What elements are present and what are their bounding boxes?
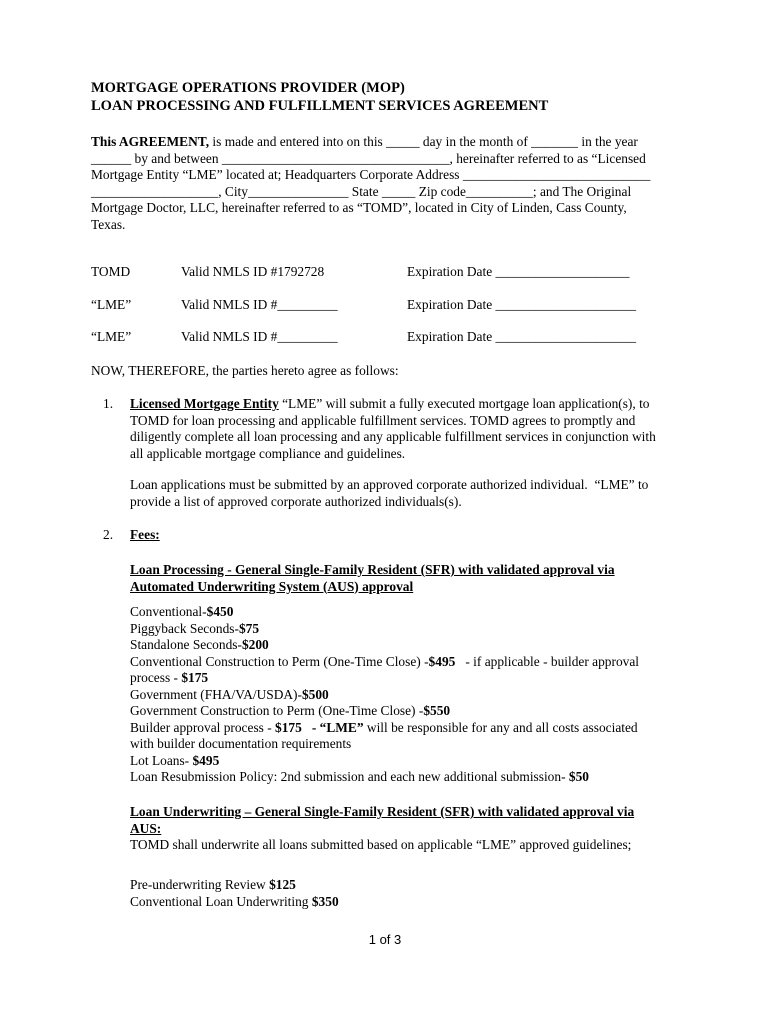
fee-item: Government (FHA/VA/USDA)-$500: [130, 686, 329, 702]
intro-paragraph: This AGREEMENT, is made and entered into on this _____ day in the month of _______ in the year ______ by and between __________________________________, hereinafter referred to as “Licensed Mortgage Entity “LME” located at; Headquarters Corporate Address ____________________________ ___________________, City_______________ State _____ Zip code__________; and The Original Mortgage Doctor, LLC, hereinafter referred to as “TOMD”, located in City of Linden, Cass County, Texas.: [91, 134, 651, 232]
section-2-heading: Fees:: [130, 527, 160, 542]
title-line-1: MORTGAGE OPERATIONS PROVIDER (MOP): [91, 80, 405, 96]
fee-item: Conventional Loan Underwriting $350: [130, 893, 339, 909]
processing-heading: Loan Processing - General Single-Family Resident (SFR) with validated approval via Automated Underwriting System (AUS) approval: [130, 562, 615, 594]
underwriting-fees: [130, 877, 690, 910]
fee-item: Conventional Construction to Perm (One-Time Close) -$495 - if applicable - builder approval: [130, 653, 640, 669]
fee-item: Builder approval process - $175 - “LME” will be responsible for any and all costs associated: [130, 719, 638, 735]
title-line-2: LOAN PROCESSING AND FULFILLMENT SERVICES AGREEMENT: [91, 98, 549, 114]
fee-item: Loan Resubmission Policy: 2nd submission and each new additional submission- $50: [130, 769, 589, 784]
fee-item: Government Construction to Perm (One-Time Close) -$550: [130, 703, 451, 718]
intro-lead: This AGREEMENT,: [91, 134, 210, 149]
section-number: 2.: [103, 527, 114, 542]
section-heading: Licensed Mortgage Entity: [130, 396, 279, 411]
fee-item: Piggyback Seconds-$75: [130, 620, 260, 636]
document-page: MORTGAGE OPERATIONS PROVIDER (MOP) LOAN PROCESSING AND FULFILLMENT SERVICES AGREEMENT This AGREEMENT, is made and entered into on this _____ day in the month of _______ in the year ______ by and between __________________________________, hereinafter referred to as “Licensed Mortgage Entity “LME” located at; Headquarters Corporate Address ____________________________ ___________________, City_______________ State _____ Zip code__________; and The Original Mortgage Doctor, LLC, hereinafter referred to as “TOMD”, located in City of Linden, Cass County, Texas. TOMD Valid NMLS ID #1792728 Expiration Date ____________________ “LME” Valid NMLS ID #_________ Expiration Date _____________________ “LME” Valid NMLS ID #_________ Expiration Date _____________________ NOW, THEREFORE, the parties hereto agree as follows: 1. Licensed Mortgage Entity “LME” will submit a fully executed mortgage loan application(s), to TOMD for loan processing and applicable fulfillment services. TOMD agrees to promptly and diligently complete all loan processing and any applicable fulfillment services in conjunction with all applicable mortgage compliance and guidelines. Loan applications must be submitted by an approved corporate authorized individual. “LME” to provide a list of approved corporate authorized individuals(s). 2. Fees: Loan Processing - General Single-Family Resident (SFR) with validated approval via Automated Underwriting System (AUS) approval Conventional-$450 Piggyback Seconds-$75 Standalone Seconds-$200 Conventional Construction to Perm (One-Time Close) -$495 - if applicable - builder approval process - $175 Government (FHA/VA/USDA)-$500 Government Construction to Perm (One-Time Close) -$550 Builder approval process - $175 - “LME” will be responsible for any and all costs associated with builder documentation requirements Lot Loans- $495 Loan Resubmission Policy: 2nd submission and each new additional submission- $50 Loan Underwriting – General Single-Family Resident (SFR) with validated approval via AUS: TOMD shall underwrite all loans submitted based on applicable “LME” approved guidelines; Pre-underwriting Review $125 Conventional Loan Underwriting $350 1 of 3: [0, 0, 770, 1024]
section-1: Licensed Mortgage Entity “LME” will submit a fully executed mortgage loan application(s), to TOMD for loan processing and applicable fulfillment services. TOMD agrees to promptly and diligently complete all loan processing and any applicable fulfillment services in conjunction with all applicable mortgage compliance and guidelines.: [130, 396, 656, 461]
fee-item: Standalone Seconds-$200: [130, 637, 269, 652]
fee-item: process - $175: [130, 670, 209, 685]
underwriting-section: Loan Underwriting – General Single-Family Resident (SFR) with validated approval via AUS: TOMD shall underwrite all loans submitted based on applicable “LME” approved guidelines;: [130, 804, 635, 852]
page-number: 1 of 3: [368, 932, 402, 947]
now-therefore: NOW, THEREFORE, the parties hereto agree as follows:: [91, 363, 399, 378]
fee-item: Pre-underwriting Review $125: [130, 877, 296, 892]
section-1-paragraph-2: Loan applications must be submitted by an approved corporate authorized individual. “LME” to provide a list of approved corporate authorized individuals(s).: [130, 477, 649, 509]
fee-item: Lot Loans- $495: [130, 752, 220, 768]
fee-item: Conventional-$450: [130, 604, 234, 619]
section-number: 1.: [103, 396, 114, 411]
fee-list: Conventional-$450 Piggyback Seconds-$75 Standalone Seconds-$200 Conventional Construction to Perm (One-Time Close) -$495 - if applicable - builder approval process - $175 Government (FHA/VA/USDA)-$500 Government Construction to Perm (One-Time Close) -$550 Builder approval process - $175 - “LME” will be responsible for any and all costs associated with builder documentation requirements Lot Loans- $495 Loan Resubmission Policy: 2nd submission and each new additional submission- $50: [130, 604, 690, 786]
